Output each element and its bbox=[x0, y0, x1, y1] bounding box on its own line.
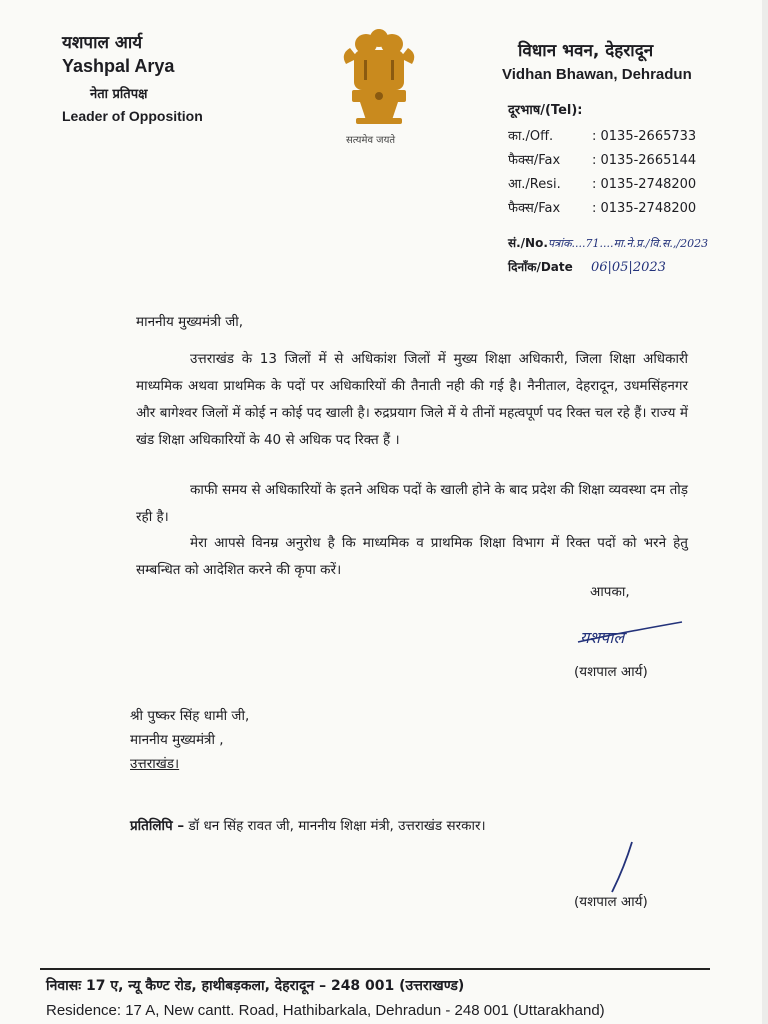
salutation: माननीय मुख्यमंत्री जी, bbox=[136, 314, 244, 330]
date-line bbox=[508, 258, 666, 275]
reference-line bbox=[508, 234, 708, 251]
phone-value: : 0135-2665733 bbox=[592, 129, 697, 144]
phone-value: : 0135-2665144 bbox=[592, 153, 697, 168]
phone-label: का./Off. bbox=[508, 129, 554, 144]
office-english: Vidhan Bhawan, Dehradun bbox=[502, 66, 692, 83]
signatory-name: (यशपाल आर्य) bbox=[574, 894, 648, 910]
footer-divider bbox=[40, 968, 710, 970]
phone-row bbox=[508, 150, 696, 168]
sender-title-hindi: नेता प्रतिपक्ष bbox=[90, 87, 148, 102]
body-paragraph bbox=[136, 530, 688, 584]
closing: आपका, bbox=[590, 584, 630, 600]
state-emblem-icon bbox=[336, 24, 422, 134]
copy-text: डॉ धन सिंह रावत जी, माननीय शिक्षा मंत्री, उत्तराखंड सरकार। bbox=[188, 818, 486, 834]
reference-number: पत्रांक....71....मा.ने.प्र./वि.स.,/2023 bbox=[547, 237, 709, 250]
tel-heading: दूरभाष/(Tel): bbox=[508, 103, 583, 118]
phone-row bbox=[508, 174, 696, 192]
sender-name-hindi: यशपाल आर्य bbox=[62, 33, 143, 53]
body-paragraph bbox=[136, 346, 688, 454]
phone-value: : 0135-2748200 bbox=[592, 201, 697, 216]
phone-row bbox=[508, 198, 696, 216]
paragraph-text: काफी समय से अधिकारियों के इतने अधिक पदों के खाली होने के बाद प्रदेश की शिक्षा व्यवस्था दम तोड़ रही है। bbox=[136, 482, 688, 525]
emblem-motto: सत्यमेव जयते bbox=[346, 135, 396, 146]
sender-title-english: Leader of Opposition bbox=[62, 108, 203, 124]
signatory-name: (यशपाल आर्य) bbox=[574, 664, 648, 680]
recipient-line: श्री पुष्कर सिंह धामी जी, bbox=[130, 708, 250, 724]
recipient-line: उत्तराखंड। bbox=[130, 756, 180, 772]
body-paragraph bbox=[136, 477, 688, 531]
phone-label: फैक्स/Fax bbox=[508, 153, 561, 168]
signature-stroke-icon bbox=[604, 838, 638, 896]
date-label: दिनाँक/Date bbox=[508, 260, 573, 274]
signature-stroke-icon bbox=[574, 618, 686, 648]
phone-label: फैक्स/Fax bbox=[508, 201, 561, 216]
copy-line bbox=[130, 816, 486, 834]
paragraph-text: मेरा आपसे विनम्र अनुरोध है कि माध्यमिक व प्राथमिक शिक्षा विभाग में रिक्त पदों को भरने हेतु सम्बन्धित को आदेशित करने की कृपा करें। bbox=[136, 535, 688, 578]
reference-label: सं./No. bbox=[508, 236, 548, 250]
footer-address-english: Residence: 17 A, New cantt. Road, Hathibarkala, Dehradun - 248 001 (Uttarakhand) bbox=[46, 1002, 605, 1019]
date-value: 06|05|2023 bbox=[590, 260, 666, 275]
paragraph-text: उत्तराखंड के 13 जिलों में से अधिकांश जिलों में मुख्य शिक्षा अधिकारी, जिला शिक्षा अधिकारी माध्यमिक अथवा प्राथमिक के पदों पर अधिकारियों की तैनाती नही की गई है। नैनीताल, देहरादून, उधमसिंहनगर और बागेश्वर जिलों में कोई न कोई पद खाली है। रुद्रप्रयाग जिले में ये तीनों महत्वपूर्ण पद रिक्त चल रहे हैं। राज्य में खंड शिक्षा अधिकारियों के 40 से अधिक पद रिक्त हैं । bbox=[136, 351, 688, 448]
office-hindi: विधान भवन, देहरादून bbox=[518, 41, 654, 61]
recipient-line: माननीय मुख्यमंत्री , bbox=[130, 732, 224, 748]
phone-row bbox=[508, 126, 696, 144]
phone-value: : 0135-2748200 bbox=[592, 177, 697, 192]
phone-label: आ./Resi. bbox=[508, 177, 561, 192]
signature-handwritten: यशपाल bbox=[580, 628, 625, 647]
footer-address-hindi: निवासः 17 ए, न्यू कैण्ट रोड, हाथीबड़कला, देहरादून – 248 001 (उत्तराखण्ड) bbox=[46, 978, 465, 994]
copy-label: प्रतिलिपि – bbox=[130, 818, 185, 834]
sender-name-english: Yashpal Arya bbox=[62, 56, 175, 76]
